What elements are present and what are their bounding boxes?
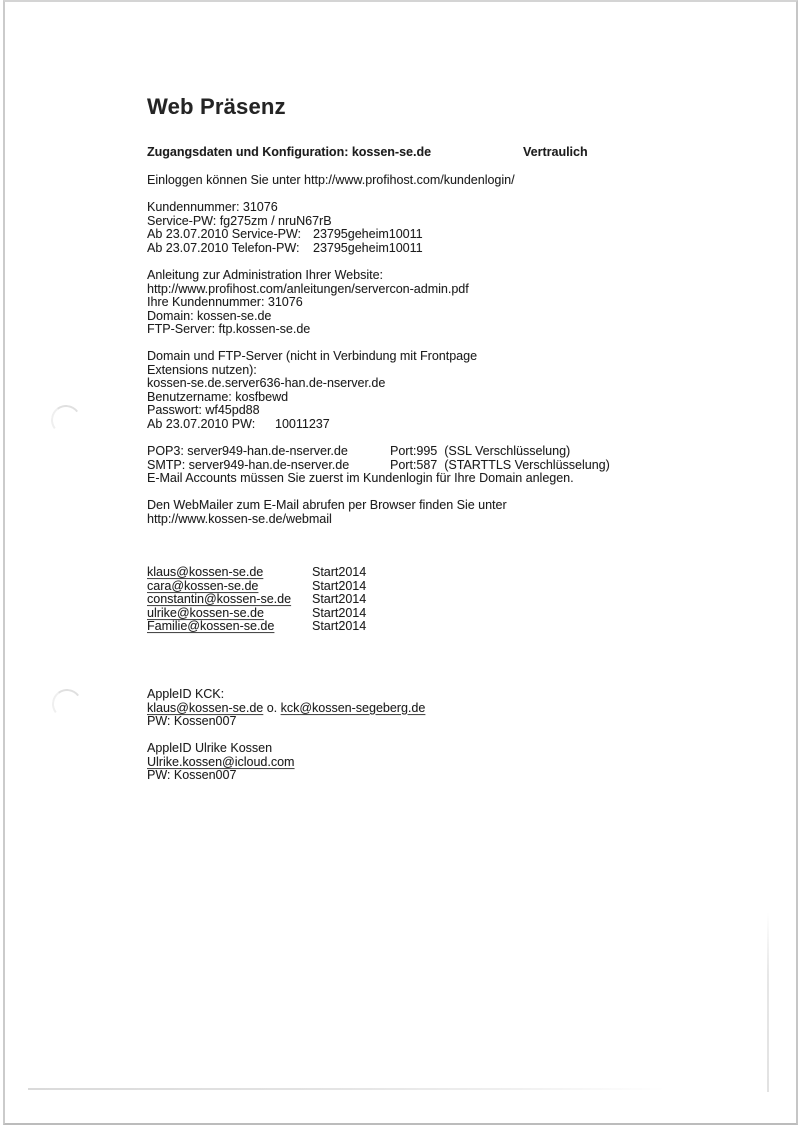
telefon-password-new bbox=[147, 242, 423, 256]
smtp-row bbox=[147, 459, 610, 473]
mailbox-row bbox=[147, 580, 366, 594]
scan-edge-vertical-line bbox=[767, 912, 769, 1092]
admin-heading-line: Anleitung zur Administration Ihrer Website: bbox=[147, 268, 383, 282]
admin-pdf-url: http://www.profihost.com/anleitungen/servercon-admin.pdf bbox=[147, 281, 469, 296]
webmail-note: Den WebMailer zum E-Mail abrufen per Browser finden Sie unter bbox=[147, 498, 507, 512]
mailbox-email: klaus@kossen-se.de bbox=[147, 565, 264, 579]
login-info-block bbox=[147, 174, 515, 188]
ftp-username: Benutzername: kosfbewd bbox=[147, 389, 289, 404]
mailbox-row bbox=[147, 566, 366, 580]
service-password: Service-PW: fg275zm / nruN67rB bbox=[147, 213, 332, 228]
appleid-kck-block bbox=[147, 688, 425, 729]
mailbox-row bbox=[147, 593, 366, 607]
mailbox-row bbox=[147, 607, 366, 621]
scan-edge-bottom-line bbox=[28, 1088, 666, 1090]
mailbox-password: Start2014 bbox=[312, 578, 367, 593]
appleid-kck-password: PW: Kossen007 bbox=[147, 714, 237, 729]
admin-customer-number: Ihre Kundennummer: 31076 bbox=[147, 295, 303, 310]
telefon-pw-value: 23795geheim10011 bbox=[313, 240, 423, 255]
pop3-row bbox=[147, 445, 610, 459]
section-heading: Zugangsdaten und Konfiguration: kossen-se.de bbox=[147, 145, 432, 159]
appleid-kck-title: AppleID KCK: bbox=[147, 687, 225, 701]
customer-number: Kundennummer: 31076 bbox=[147, 200, 278, 214]
service-password-new bbox=[147, 228, 423, 242]
mail-server-block bbox=[147, 445, 610, 486]
ftp-credentials-block bbox=[147, 350, 477, 432]
login-url-line: Einloggen können Sie unter http://www.profihost.com/kundenlogin/ bbox=[147, 173, 515, 187]
punch-hole-bottom bbox=[50, 687, 84, 721]
admin-ftp-server: FTP-Server: ftp.kossen-se.de bbox=[147, 322, 311, 337]
mailbox-password: Start2014 bbox=[312, 565, 367, 579]
ftp-note-line1: Domain und FTP-Server (nicht in Verbindung mit Frontpage bbox=[147, 349, 478, 363]
appleid-ulrike-block bbox=[147, 742, 294, 783]
appleid-ulrike-email: Ulrike.kossen@icloud.com bbox=[147, 754, 295, 769]
appleid-ulrike-title: AppleID Ulrike Kossen bbox=[147, 741, 273, 755]
pop3-port: Port:995 (SSL Verschlüsselung) bbox=[390, 444, 571, 458]
mailbox-email: constantin@kossen-se.de bbox=[147, 592, 292, 607]
ftp-server-host: kossen-se.de.server636-han.de-nserver.de bbox=[147, 376, 386, 391]
mailbox-password: Start2014 bbox=[312, 619, 367, 634]
appleid-ulrike-password: PW: Kossen007 bbox=[147, 768, 237, 783]
mailbox-email: Familie@kossen-se.de bbox=[147, 619, 275, 634]
service-pw-label: Ab 23.07.2010 Service-PW: bbox=[147, 227, 302, 242]
webmail-block bbox=[147, 499, 507, 526]
mail-accounts-note: E-Mail Accounts müssen Sie zuerst im Kundenlogin für Ihre Domain anlegen. bbox=[147, 471, 574, 486]
ftp-password-new bbox=[147, 418, 477, 432]
appleid-kck-emails bbox=[147, 702, 425, 716]
appleid-kck-email-1: klaus@kossen-se.de bbox=[147, 700, 264, 715]
customer-credentials-block bbox=[147, 201, 423, 255]
smtp-port: Port:587 (STARTTLS Verschlüsselung) bbox=[390, 457, 610, 472]
page-title: Web Präsenz bbox=[147, 94, 286, 119]
telefon-pw-label: Ab 23.07.2010 Telefon-PW: bbox=[147, 240, 300, 255]
ftp-password: Passwort: wf45pd88 bbox=[147, 403, 260, 418]
mailbox-list bbox=[147, 566, 366, 634]
mailbox-password: Start2014 bbox=[312, 605, 367, 620]
scan-border bbox=[3, 0, 798, 1125]
admin-domain: Domain: kossen-se.de bbox=[147, 308, 272, 323]
mailbox-password: Start2014 bbox=[312, 592, 367, 607]
smtp-server: SMTP: server949-han.de-nserver.de bbox=[147, 457, 350, 472]
appleid-kck-email-2: kck@kossen-segeberg.de bbox=[280, 700, 426, 715]
punch-hole-top bbox=[49, 403, 83, 437]
appleid-kck-separator: o. bbox=[263, 700, 281, 715]
admin-instructions-block bbox=[147, 269, 469, 337]
pop3-server: POP3: server949-han.de-nserver.de bbox=[147, 444, 348, 458]
ftp-pw-label: Ab 23.07.2010 PW: bbox=[147, 416, 256, 431]
ftp-pw-value: 10011237 bbox=[275, 416, 330, 431]
confidential-label: Vertraulich bbox=[523, 145, 588, 159]
mailbox-row bbox=[147, 620, 366, 634]
mailbox-email: ulrike@kossen-se.de bbox=[147, 605, 264, 620]
ftp-note-line2: Extensions nutzen): bbox=[147, 362, 257, 377]
webmail-url: http://www.kossen-se.de/webmail bbox=[147, 511, 332, 526]
mailbox-email: cara@kossen-se.de bbox=[147, 578, 259, 593]
service-pw-value: 23795geheim10011 bbox=[313, 227, 423, 242]
